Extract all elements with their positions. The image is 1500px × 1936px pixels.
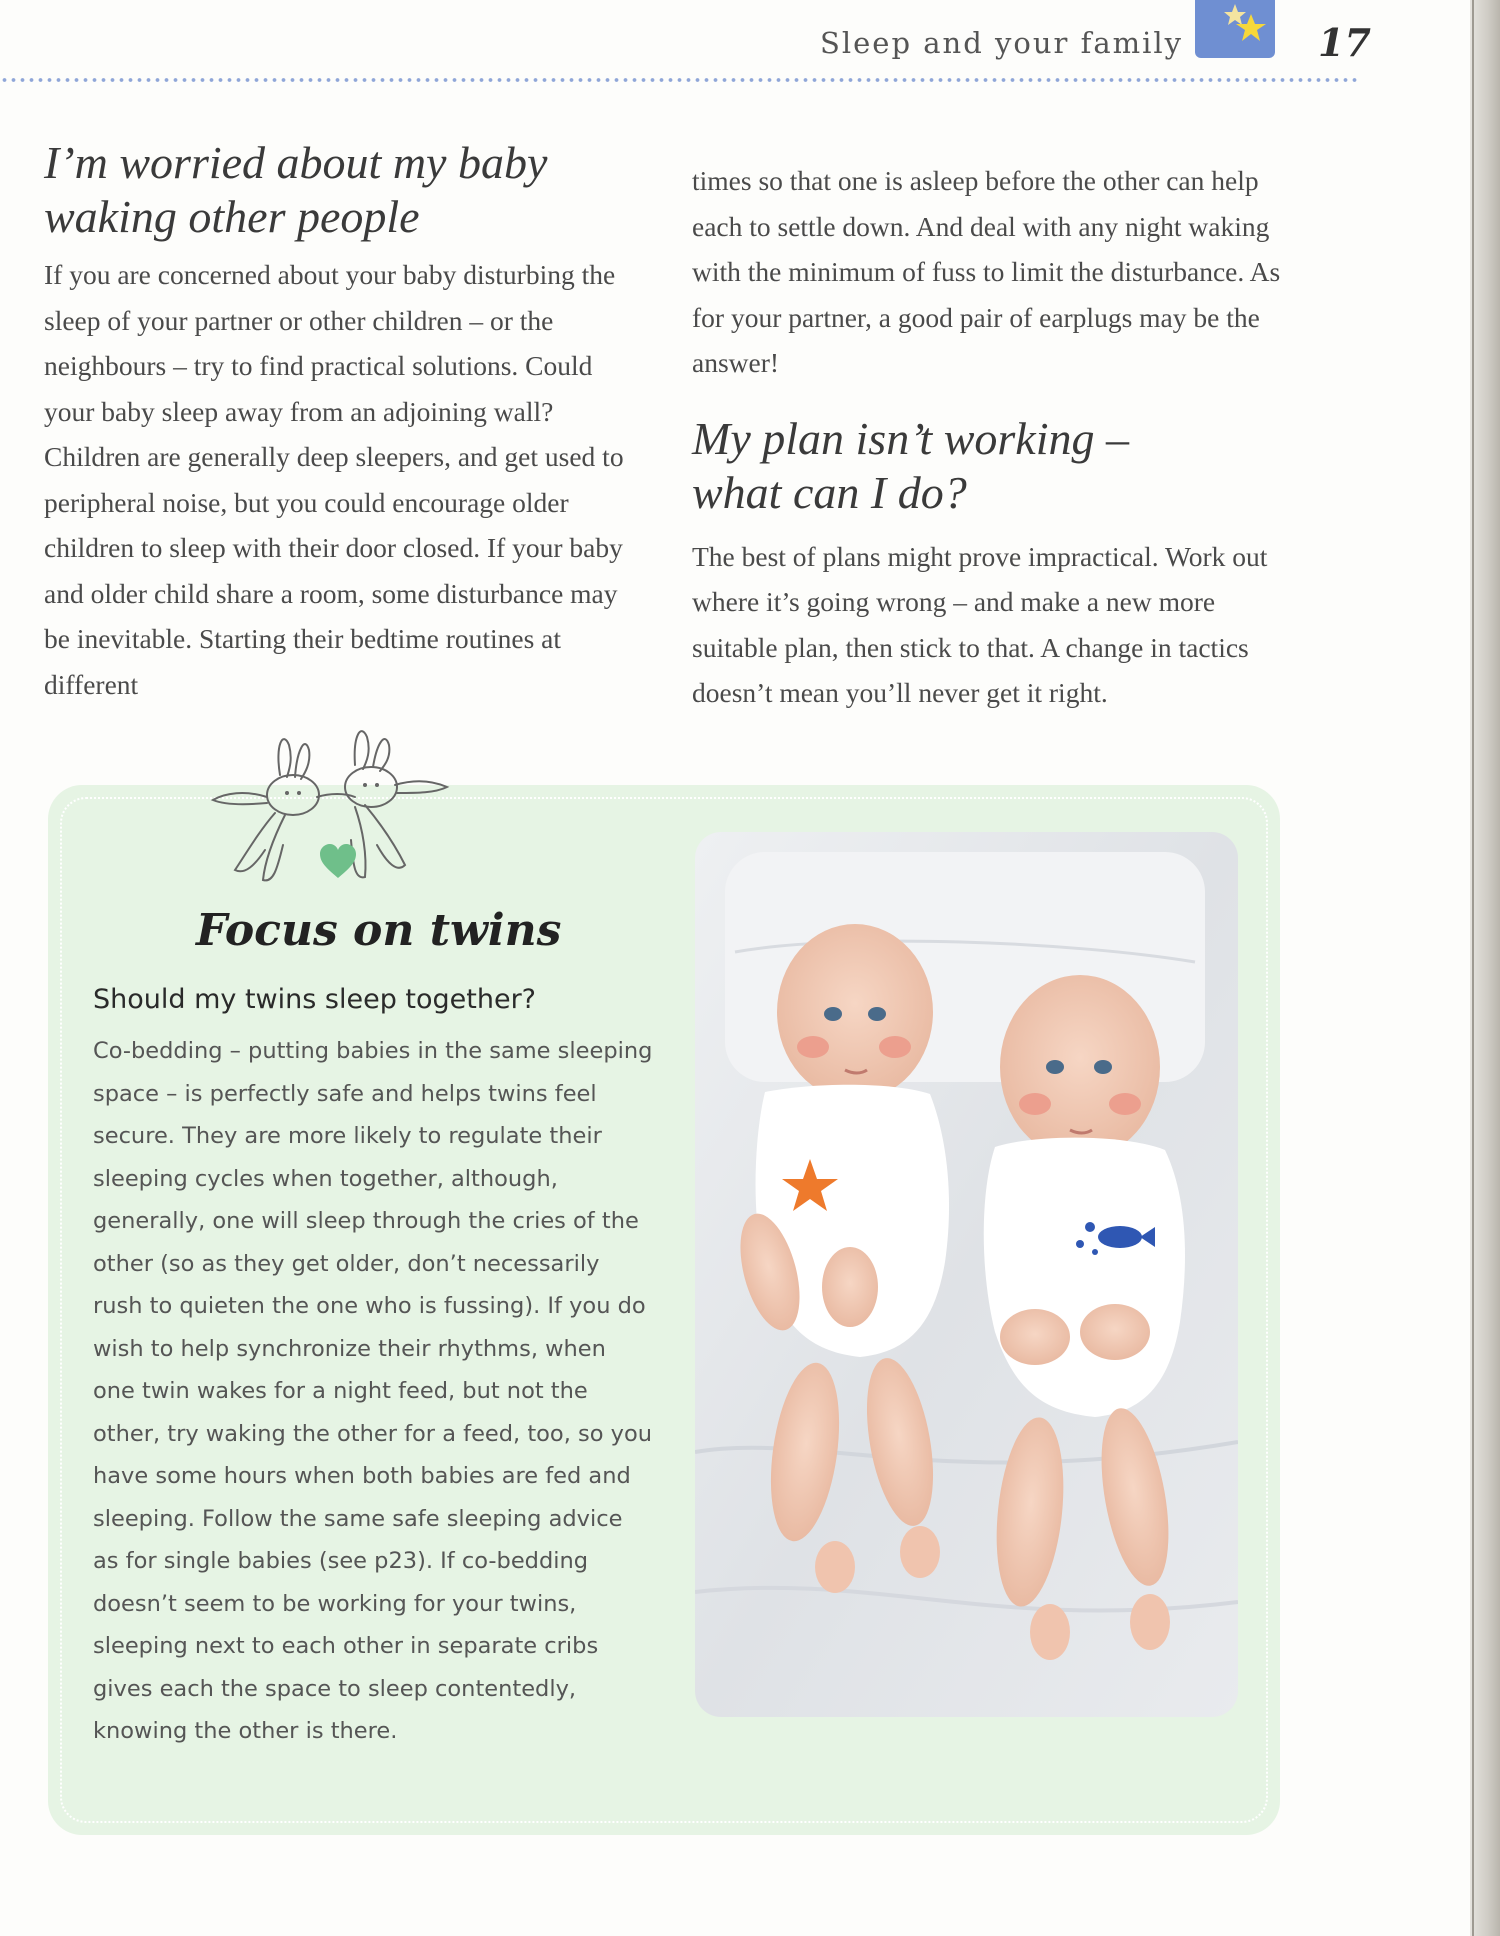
heading-line: what can I do? xyxy=(692,466,967,518)
page-number: 17 xyxy=(1318,20,1371,65)
heading-line: I’m worried about my baby xyxy=(44,137,548,188)
heart-icon xyxy=(318,842,358,882)
twins-box-title: Focus on twins xyxy=(196,905,562,956)
article-body-worried: If you are concerned about your baby disturbing the sleep of your partner or other children – or the neighbours – try to find practical solutions. Could your baby sleep away from an adjoining wall? Children are generally deep sleepers, and get used to peripheral noise, but you could encourage older children to sleep with their door closed. If your baby and older child share a room, some disturbance may be inevitable. Starting their bedtime routines at different xyxy=(44,259,624,700)
article-body-plan: The best of plans might prove impractical. Work out where it’s going wrong – and make a new more suitable plan, then stick to that. A change in tactics doesn’t mean you’ll never get it right. xyxy=(692,540,1268,708)
star-tab xyxy=(1195,0,1275,58)
twins-body-text: Co-bedding – putting babies in the same sleeping space – is perfectly safe and helps twins feel secure. They are more likely to regulate their sleeping cycles when together, although, generally, one will sleep through the cries of the other (so as they get older, don’t necessarily rush to quieten the one who is fussing). If you do wish to help synchronize their rhythms, when one twin wakes for a night feed, but not the other, try waking the other for a feed, too, so you have some hours when both babies are fed and sleeping. Follow the same safe sleeping advice as for single babies (see p23). If co-bedding doesn’t seem to be working for your twins, sleeping next to each other in separate cribs gives each the space to sleep contentedly, knowing the other is there. xyxy=(93,1038,653,1744)
twins-photo-image xyxy=(695,832,1238,1717)
article-heading-plan xyxy=(692,412,1302,520)
article-body-continuation: times so that one is asleep before the other can help each to settle down. And deal with any night waking with the minimum of fuss to limit the disturbance. As for your partner, a good pair of earplugs may be the answer! xyxy=(692,165,1281,378)
heading-line: waking other people xyxy=(44,191,420,242)
running-head: Sleep and your family xyxy=(820,26,1184,60)
page-edge xyxy=(1470,0,1500,1936)
dotted-divider xyxy=(0,76,1360,84)
heading-line: My plan isn’t working – xyxy=(692,412,1129,464)
stars-icon xyxy=(1195,0,1275,58)
twins-photo xyxy=(695,832,1238,1717)
twins-question: Should my twins sleep together? xyxy=(93,984,537,1015)
article-heading-worried xyxy=(44,136,649,244)
left-column xyxy=(44,136,649,707)
right-column xyxy=(692,158,1302,716)
page-edge-line xyxy=(1472,0,1474,1936)
